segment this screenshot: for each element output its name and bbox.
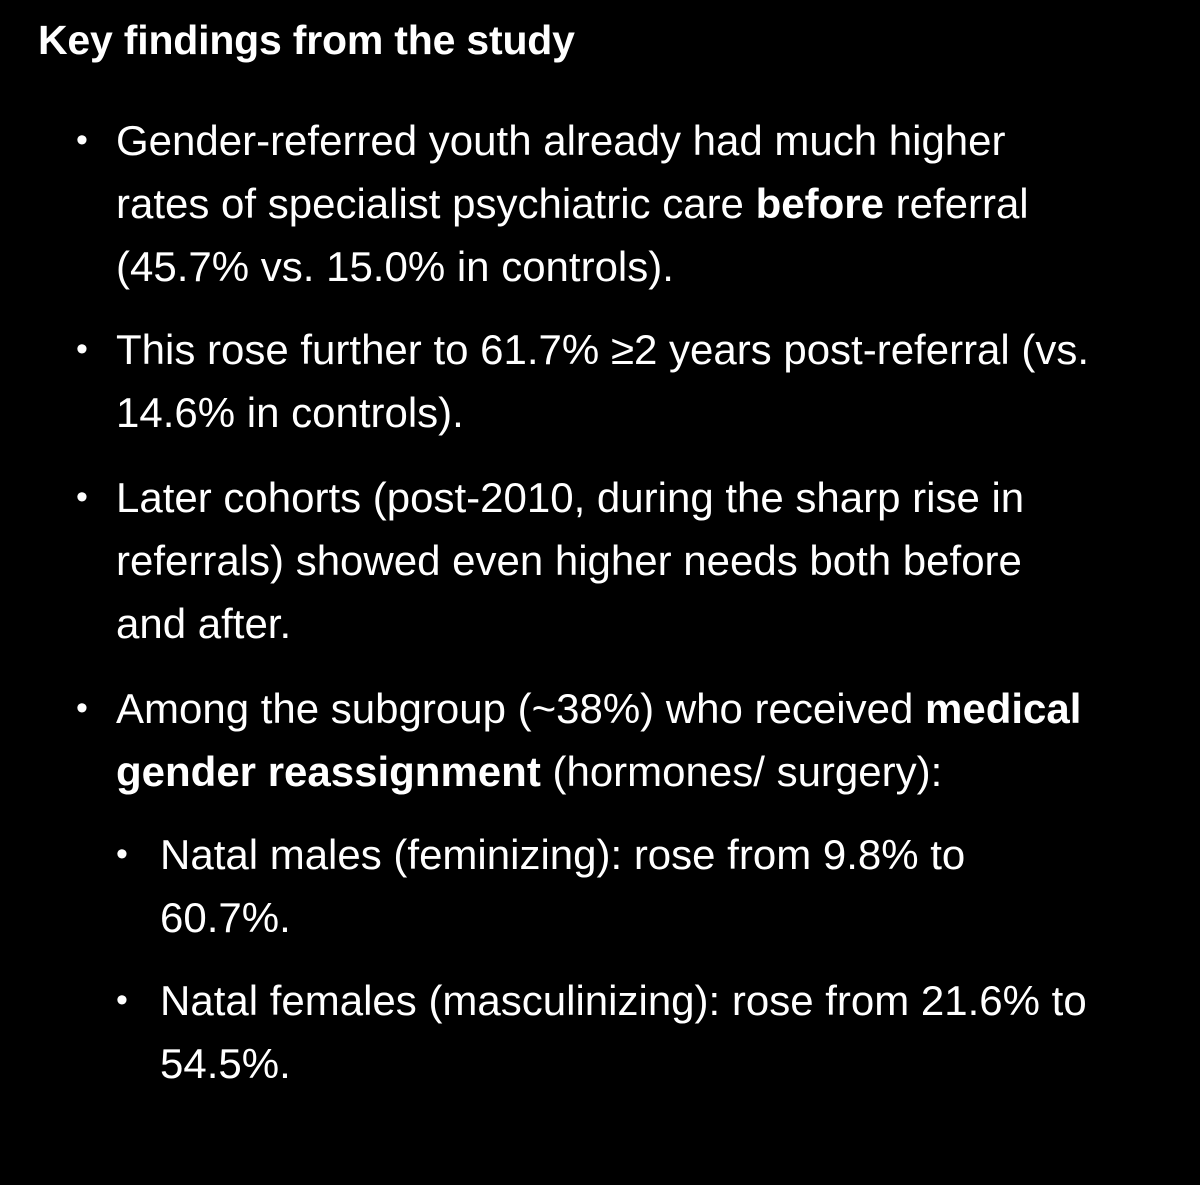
list-item — [38, 466, 1098, 655]
page-heading: Key findings from the study — [38, 17, 575, 63]
list-item — [38, 318, 1098, 444]
bullet-icon: • — [76, 689, 88, 727]
sub-findings-list — [38, 823, 1164, 1095]
bullet-text: This rose further to 61.7% ≥2 years post-referral (vs. 14.6% in controls). — [116, 326, 1090, 436]
bullet-icon: • — [76, 330, 88, 368]
list-item — [38, 677, 1098, 803]
bullet-text: Gender-referred youth already had much higher rates of specialist psychiatric care — [116, 117, 1006, 227]
findings-list — [38, 109, 1164, 803]
bullet-bold-text: medical gender reassignment — [116, 685, 1082, 795]
bullet-bold-text: before — [755, 180, 884, 227]
list-item — [38, 109, 1098, 298]
bullet-icon: • — [76, 478, 88, 516]
bullet-text: Among the subgroup (~38%) who received — [116, 685, 925, 732]
bullet-text: referral (45.7% vs. 15.0% in controls). — [116, 180, 1029, 290]
bullet-text: Later cohorts (post-2010, during the sharp rise in referrals) showed even higher needs both before and after. — [116, 474, 1025, 647]
sub-bullet-text: Natal females (masculinizing): rose from 21.6% to 54.5%. — [160, 977, 1087, 1087]
sub-list-item — [38, 969, 1098, 1095]
sub-bullet-text: Natal males (feminizing): rose from 9.8% to 60.7%. — [160, 831, 966, 941]
bullet-text: (hormones/ surgery): — [540, 748, 943, 795]
bullet-icon: • — [116, 835, 128, 873]
bullet-icon: • — [116, 981, 128, 1019]
bullet-icon: • — [76, 121, 88, 159]
sub-list-item — [38, 823, 1098, 949]
